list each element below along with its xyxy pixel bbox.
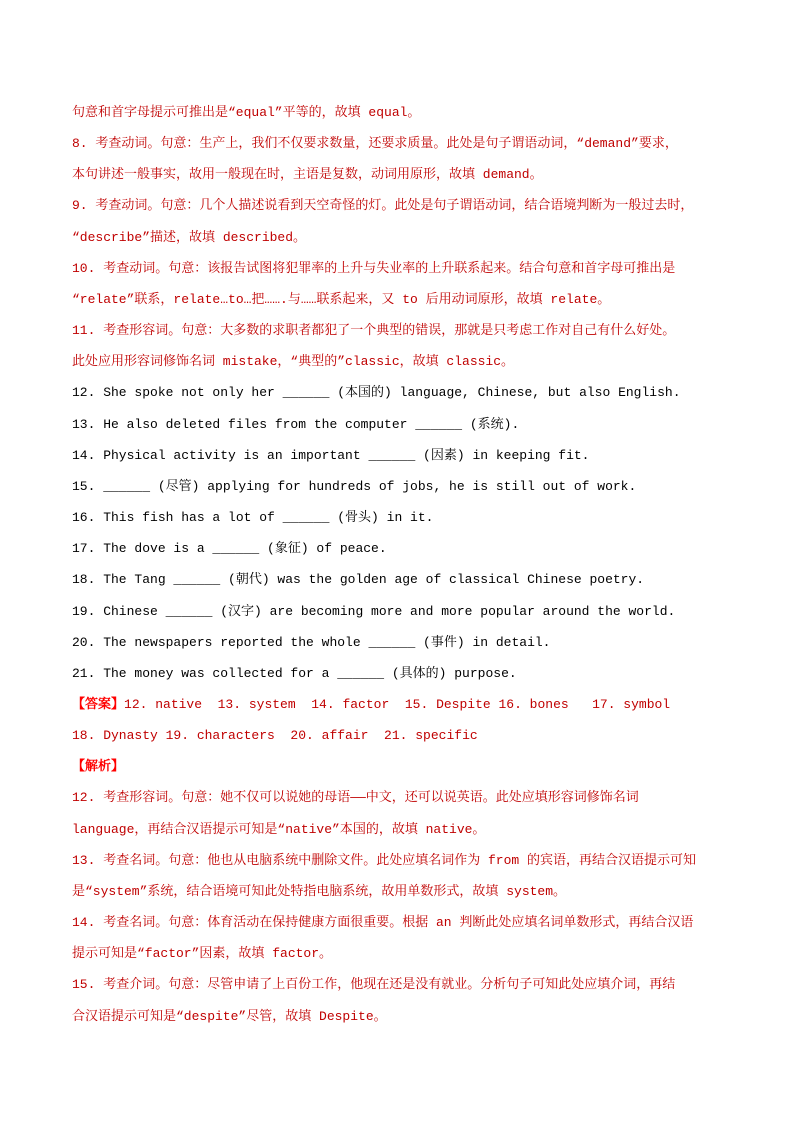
analysis-line: “describe”描述，故填 described。 bbox=[72, 229, 307, 245]
previous-analysis-section bbox=[72, 97, 794, 377]
question-item: 16. This fish has a lot of ______ (骨头) in it. bbox=[72, 510, 434, 526]
question-item: 18. The Tang ______ (朝代) was the golden age of classical Chinese poetry. bbox=[72, 572, 645, 588]
analysis-line: 9. 考查动词。句意：几个人描述说看到天空奇怪的灯。此处是句子谓语动词，结合语境判断为一般过去时， bbox=[72, 198, 694, 214]
analysis-line: 合汉语提示可知是“despite”尽管，故填 Despite。 bbox=[72, 1008, 387, 1024]
analysis-line: 句意和首字母提示可推出是“equal”平等的，故填 equal。 bbox=[72, 105, 421, 120]
question-item: 15. ______ (尽管) applying for hundreds of jobs, he is still out of work. bbox=[72, 478, 637, 494]
analysis-line: 10. 考查动词。句意：该报告试图将犯罪率的上升与失业率的上升联系起来。结合句意和首字母可推出是 bbox=[72, 260, 676, 276]
analysis-line: 是“system”系统，结合语境可知此处特指电脑系统，故用单数形式，故填 system。 bbox=[72, 883, 567, 899]
question-item: 19. Chinese ______ (汉字) are becoming more and more popular around the world. bbox=[72, 603, 676, 619]
question-item: 13. He also deleted files from the computer ______ (系统). bbox=[72, 416, 520, 432]
analysis-line: 提示可知是“factor”因素，故填 factor。 bbox=[72, 946, 333, 962]
answer-line: 18. Dynasty 19. characters 20. affair 21. specific bbox=[72, 728, 478, 744]
analysis-line: 8. 考查动词。句意：生产上，我们不仅要求数量，还要求质量。此处是句子谓语动词，“demand”要求， bbox=[72, 136, 678, 152]
analysis-line: 14. 考查名词。句意：体育活动在保持健康方面很重要。根据 an 判断此处应填名词单数形式，再结合汉语 bbox=[72, 915, 694, 931]
analysis-line: language，再结合汉语提示可知是“native”本国的，故填 native。 bbox=[72, 821, 486, 837]
analysis-line: 12. 考查形容词。句意：她不仅可以说她的母语——中文，还可以说英语。此处应填形容词修饰名词 bbox=[72, 790, 639, 806]
analysis-line: “relate”联系，relate…to…把…….与……联系起来，又 to 后用动词原形，故填 relate。 bbox=[72, 291, 611, 307]
analysis-section bbox=[72, 751, 794, 1031]
questions-section bbox=[72, 377, 794, 689]
analysis-line: 11. 考查形容词。句意：大多数的求职者都犯了一个典型的错误，那就是只考虑工作对自己有什么好处。 bbox=[72, 323, 676, 339]
answer-values: 12. native 13. system 14. factor 15. Despite 16. bones 17. symbol bbox=[124, 696, 671, 712]
answer-line bbox=[72, 689, 732, 720]
question-item: 12. She spoke not only her ______ (本国的) language, Chinese, but also English. bbox=[72, 385, 681, 401]
question-item: 17. The dove is a ______ (象征) of peace. bbox=[72, 541, 387, 557]
analysis-line: 此处应用形容词修饰名词 mistake，“典型的”classic，故填 classic。 bbox=[72, 354, 515, 370]
answer-section bbox=[72, 689, 794, 751]
analysis-label: 【解析】 bbox=[72, 759, 125, 775]
analysis-line: 15. 考查介词。句意：尽管申请了上百份工作，他现在还是没有就业。分析句子可知此处应填介词，再结 bbox=[72, 977, 676, 993]
analysis-line: 本句讲述一般事实，故用一般现在时，主语是复数，动词用原形，故填 demand。 bbox=[72, 167, 543, 183]
question-item: 14. Physical activity is an important ______ (因素) in keeping fit. bbox=[72, 447, 590, 463]
question-item: 20. The newspapers reported the whole ______ (事件) in detail. bbox=[72, 634, 551, 650]
question-item: 21. The money was collected for a ______ (具体的) purpose. bbox=[72, 665, 517, 681]
answer-label: 【答案】 bbox=[72, 696, 125, 712]
analysis-line: 13. 考查名词。句意：他也从电脑系统中删除文件。此处应填名词作为 from 的宾语，再结合汉语提示可知 bbox=[72, 852, 697, 868]
